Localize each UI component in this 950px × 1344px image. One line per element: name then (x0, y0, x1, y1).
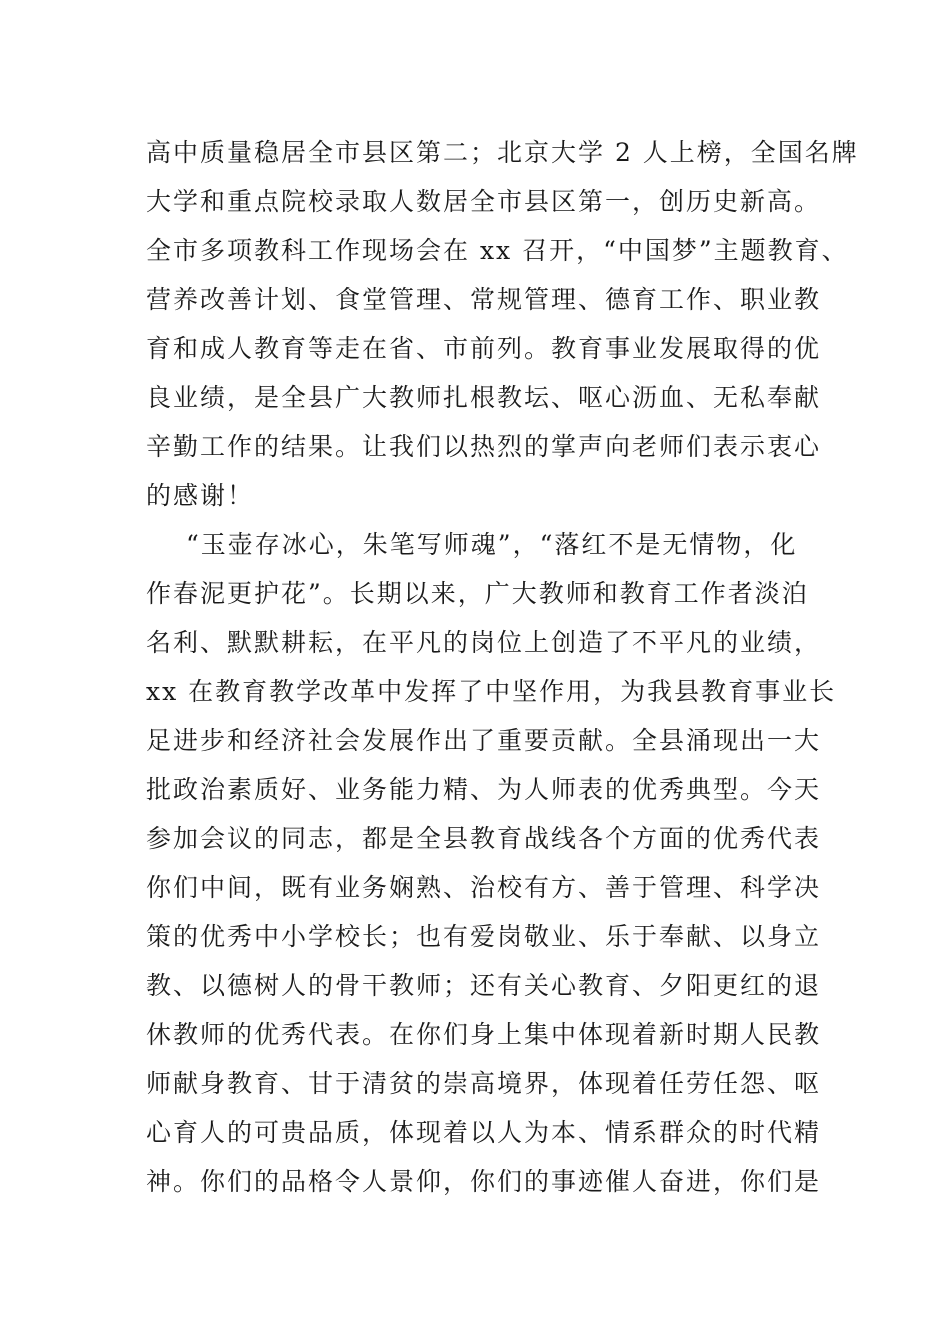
text-line: 足进步和经济社会发展作出了重要贡献。全县涌现出一大 (146, 726, 822, 755)
text-line: 高中质量稳居全市县区第二；北京大学 2 人上榜，全国名牌 (146, 138, 859, 167)
text-line: 名利、默默耕耘，在平凡的岗位上创造了不平凡的业绩， (146, 628, 822, 657)
text-line: 神。你们的品格令人景仰，你们的事迹催人奋进，你们是 (146, 1167, 822, 1196)
text-line: 策的优秀中小学校长；也有爱岗敬业、乐于奉献、以身立 (146, 922, 822, 951)
text-line: 你们中间，既有业务娴熟、治校有方、善于管理、科学决 (146, 873, 822, 902)
text-line: 休教师的优秀代表。在你们身上集中体现着新时期人民教 (146, 1020, 822, 1049)
text-line: 大学和重点院校录取人数居全市县区第一，创历史新高。 (146, 187, 822, 216)
document-body (146, 128, 859, 1206)
paragraph (146, 520, 837, 1206)
text-line: 良业绩，是全县广大教师扎根教坛、呕心沥血、无私奉献 (146, 383, 822, 412)
text-line: “玉壶存冰心，朱笔写师魂”，“落红不是无情物，化 (186, 530, 798, 559)
text-line: 辛勤工作的结果。让我们以热烈的掌声向老师们表示衷心 (146, 432, 822, 461)
text-line: 心育人的可贵品质，体现着以人为本、情系群众的时代精 (146, 1118, 822, 1147)
text-line: 批政治素质好、业务能力精、为人师表的优秀典型。今天 (146, 775, 822, 804)
text-line: 作春泥更护花”。长期以来，广大教师和教育工作者淡泊 (146, 579, 809, 608)
text-line: 全市多项教科工作现场会在 xx 召开，“中国梦”主题教育、 (146, 236, 849, 265)
text-line: 教、以德树人的骨干教师；还有关心教育、夕阳更红的退 (146, 971, 822, 1000)
text-line: 参加会议的同志，都是全县教育战线各个方面的优秀代表 (146, 824, 822, 853)
text-line: 育和成人教育等走在省、市前列。教育事业发展取得的优 (146, 334, 822, 363)
paragraph (146, 128, 859, 520)
text-line: 师献身教育、甘于清贫的崇高境界，体现着任劳任怨、呕 (146, 1069, 822, 1098)
text-line: xx 在教育教学改革中发挥了中坚作用，为我县教育事业长 (146, 677, 837, 706)
text-line: 营养改善计划、食堂管理、常规管理、德育工作、职业教 (146, 285, 822, 314)
text-line: 的感谢！ (146, 481, 255, 510)
